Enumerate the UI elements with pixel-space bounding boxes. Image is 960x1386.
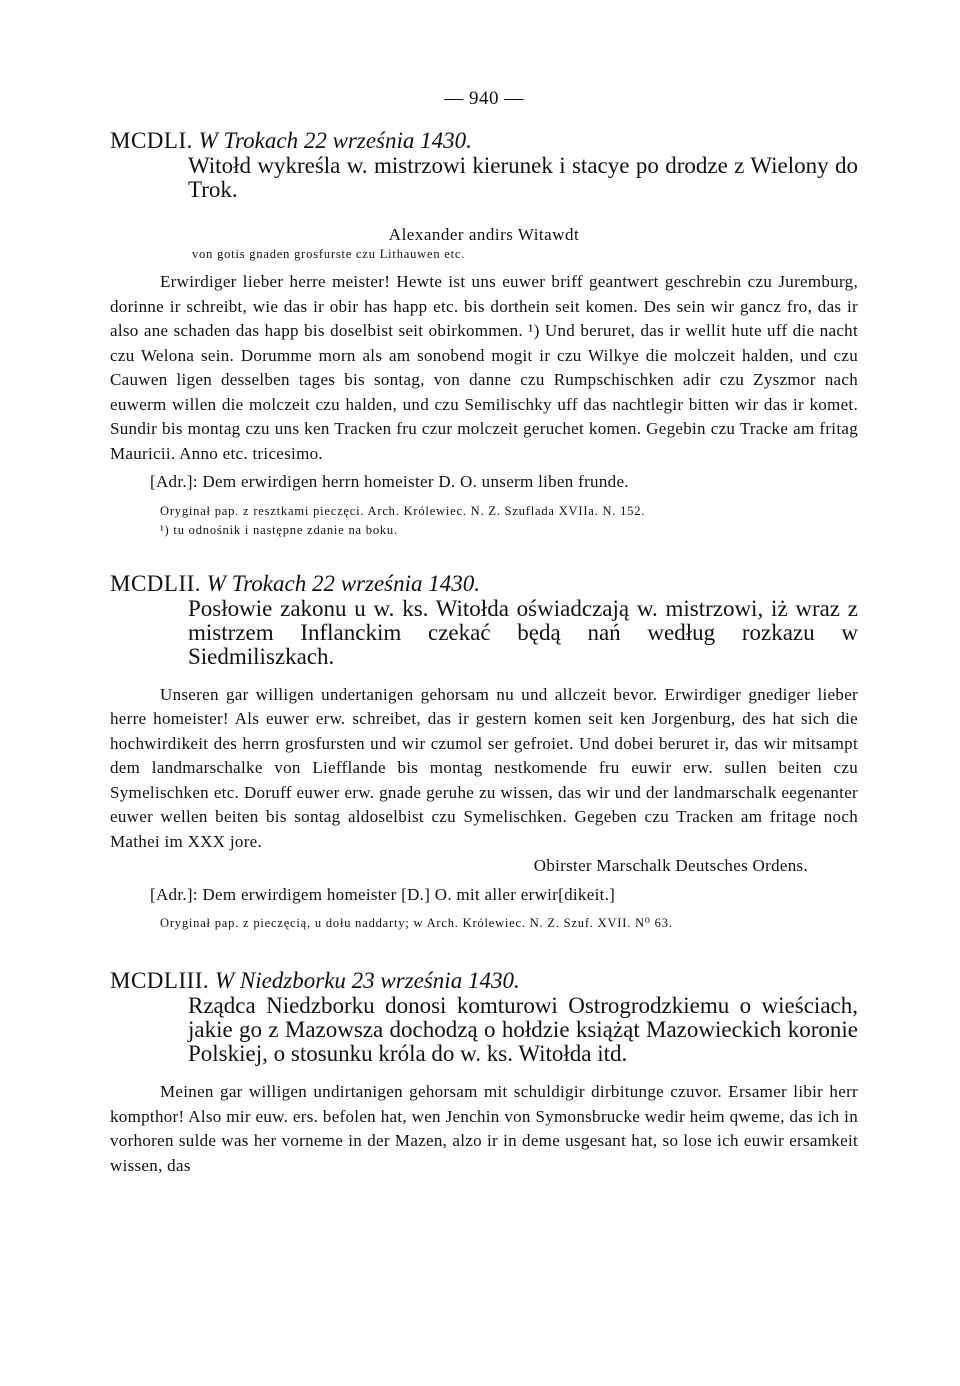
- document-place-date: W Niedzborku 23 września 1430.: [214, 968, 520, 993]
- document-place-date: W Trokach 22 września 1430.: [206, 570, 481, 596]
- document-heading: [110, 128, 858, 154]
- document-body: Erwirdiger lieber herre meister! Hewte ist uns euwer briff geantwert geschrebin czu Juremburg, dorinne ir schreibt, wie das ir obir has happ etc. bis dorthein seit komen. Des sein wir gancz fro, das ir also ane schaden das happ bis doselbist seit obirkommen. ¹) Und beruret, das ir wellit hute uff die nacht czu Welona sein. Dorumme morn als am sonobend mogit ir czu Wilkye die molczeit halden, und czu Cauwen ligen desselben tages bis sontag, von danne czu Rumpschischken adir czu Zyszmor nach euwerm willen die molczeit czu halden, und czu Semilischky uff das nachtlegir bitten wir das ir komet. Sundir bis montag czu uns ken Tracken fru czur molczeit geruchet komen. Gegebin czu Tracke am fritag Mauricii. Anno etc. tricesimo.: [110, 272, 858, 463]
- document-heading: [110, 968, 858, 994]
- document-heading: [110, 571, 858, 597]
- document-regest: Rządca Niedzborku donosi komturowi Ostrogrodzkiemu o wieściach, jakie go z Mazowsza dochodzą o hołdzie książąt Mazowieckich koronie Polskiej, o stosunku króla do w. ks. Witołda itd.: [188, 993, 858, 1066]
- document-number: MCDLI.: [110, 128, 193, 153]
- page-number: — 940 —: [444, 88, 524, 109]
- document-number: MCDLII.: [110, 570, 202, 596]
- document-signature: Obirster Marschalk Deutsches Ordens.: [533, 856, 808, 875]
- sender-title: von gotis gnaden grosfurste czu Lithauwen etc.: [192, 247, 466, 261]
- document-mcdli: [110, 128, 858, 539]
- footnote: ¹) tu odnośnik i następne zdanie na boku.: [160, 522, 398, 537]
- document-regest: Witołd wykreśla w. mistrzowi kierunek i stacye po drodze z Wielony do Trok.: [188, 153, 858, 202]
- document-body: Meinen gar willigen undirtanigen gehorsam mit schuldigir dirbitunge czuvor. Ersamer libir herr kompthor! Also mir euw. ers. befolen hat, wen Jenchin von Symonsbrucke wedir heim qweme, das ich in vorhoren sulde was her vorneme in der Mazen, alzo ir in deme usgesant hat, so lose ich euwir ersamkeit wissen, das: [110, 1082, 858, 1175]
- document-body: Unseren gar willigen undertanigen gehorsam nu und allczeit bevor. Erwirdiger gnediger lieber herre homeister! Als euwer erw. schreibet, das ir gestern komen seit ken Jorgenburg, des hat sich die hochwirdikeit des herrn grosfursten und wir czumol ser gefroiet. Und dobei beruret ir, das wir mitsampt dem landmarschalke von Liefflande bis montag nestkomende fru euwir erw. sullen beiten czu Symelischken etc. Doruff euwer erw. gnade geruhe zu wissen, das wir und der landmarschalk eegenanter euwer wellen beiten bis sontag aldoselbist czu Symelischken. Gegeben czu Tracken am fritage noch Mathei im XXX jore.: [110, 684, 858, 851]
- document-mcdlii: [110, 571, 858, 933]
- document-address: [Adr.]: Dem erwirdigen herrn homeister D. O. unserm liben frunde.: [150, 472, 629, 491]
- document-number: MCDLIII.: [110, 968, 210, 993]
- document-place-date: W Trokach 22 września 1430.: [198, 128, 472, 153]
- document-mcdliii: [110, 968, 858, 1178]
- document-address: [Adr.]: Dem erwirdigem homeister [D.] O. mit aller erwir[dikeit.]: [150, 884, 616, 904]
- sender-name: Alexander andirs Witawdt: [388, 225, 580, 244]
- source-note: Oryginał pap. z pieczęcią, u dołu naddarty; w Arch. Królewiec. N. Z. Szuf. XVII. N⁰ 63.: [160, 916, 673, 930]
- document-regest: Posłowie zakonu u w. ks. Witołda oświadczają w. mistrzowi, iż wraz z mistrzem Inflanckim czekać będą nań według rozkazu w Siedmiliszkach.: [188, 595, 858, 669]
- source-note: Oryginał pap. z resztkami pieczęci. Arch. Królewiec. N. Z. Szuflada XVIIa. N. 152.: [160, 503, 646, 518]
